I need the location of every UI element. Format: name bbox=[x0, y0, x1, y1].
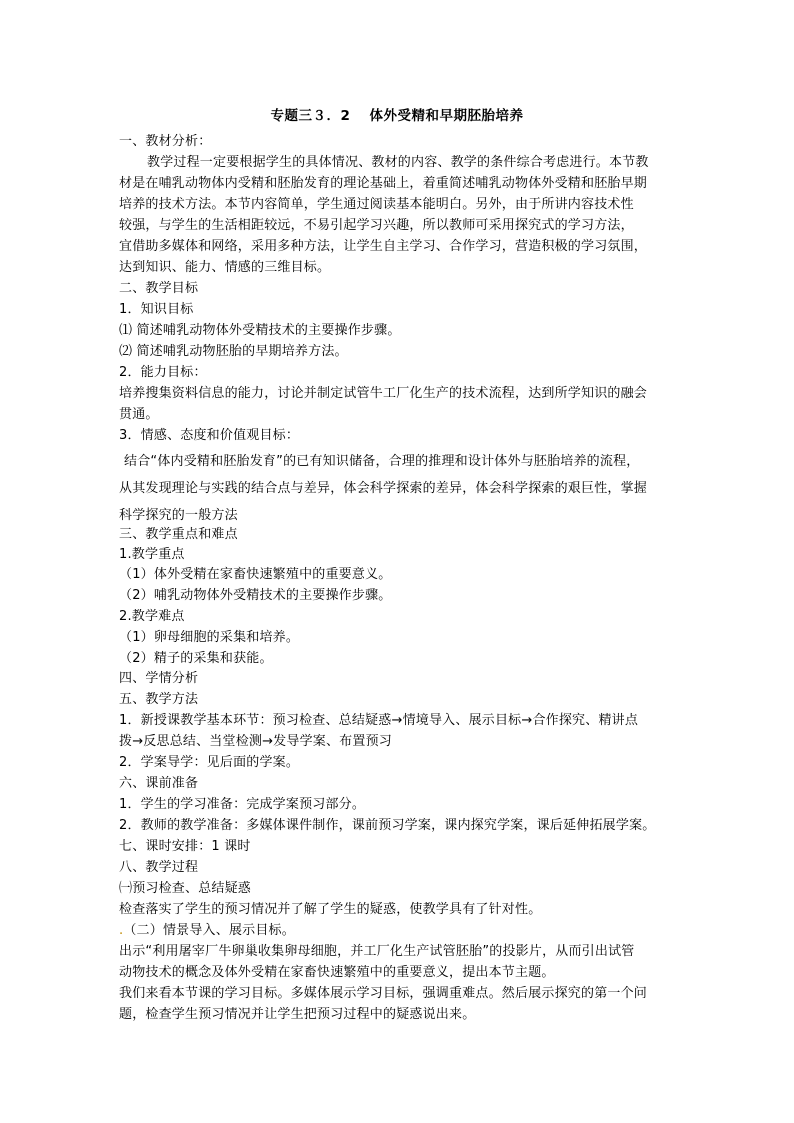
section-heading: 二、教学目标 bbox=[119, 281, 199, 296]
paragraph-line: 动物技术的概念及体外受精在家畜快速繁殖中的重要意义，提出本节主题。 bbox=[119, 965, 555, 980]
paragraph-line: 拨→反思总结、当堂检测→发导学案、布置预习 bbox=[119, 734, 392, 749]
subsection-heading: 2．能力目标： bbox=[119, 365, 207, 380]
section-heading: 五、教学方法 bbox=[119, 692, 199, 707]
paragraph-line: 题，检查学生预习情况并让学生把预习过程中的疑惑说出来。 bbox=[119, 1007, 476, 1022]
list-item: （1）体外受精在家畜快速繁殖中的重要意义。 bbox=[119, 567, 392, 582]
paragraph-line: 较强，与学生的生活相距较远，不易引起学习兴趣，所以教师可采用探究式的学习方法， bbox=[119, 218, 634, 233]
section-heading: 八、教学过程 bbox=[119, 860, 199, 875]
list-item: （2）哺乳动物体外受精技术的主要操作步骤。 bbox=[119, 588, 392, 603]
subsection-heading: 2.教学难点 bbox=[119, 609, 185, 624]
paragraph-line: 材是在哺乳动物体内受精和胚胎发育的理论基础上，着重简述哺乳动物体外受精和胚胎早期 bbox=[119, 176, 648, 191]
subsection-heading: 1．知识目标 bbox=[119, 302, 194, 317]
paragraph-line: 1．学生的学习准备：完成学案预习部分。 bbox=[119, 797, 366, 812]
paragraph-line: 培养的技术方法。本节内容简单，学生通过阅读基本能明白。另外，由于所讲内容技术性 bbox=[119, 197, 634, 212]
paragraph-line: 我们来看本节课的学习目标。多媒体展示学习目标，强调重难点。然后展示探究的第一个问 bbox=[119, 986, 648, 1001]
paragraph-line: 结合“体内受精和胚胎发育”的已有知识储备，合理的推理和设计体外与胚胎培养的流程， bbox=[124, 454, 640, 469]
paragraph-line: 达到知识、能力、情感的三维目标。 bbox=[119, 260, 331, 275]
subsection-heading bbox=[119, 921, 689, 941]
paragraph-line: 1．新授课教学基本环节：预习检查、总结疑惑→情境导入、展示目标→合作探究、精讲点 bbox=[119, 713, 639, 728]
paragraph-line: 从其发现理论与实践的结合点与差异，体会科学探索的差异，体会科学探索的艰巨性，掌握 bbox=[119, 481, 648, 496]
paragraph-line: 2．教师的教学准备：多媒体课件制作，课前预习学案，课内探究学案，课后延伸拓展学案。 bbox=[119, 818, 656, 833]
subsection-heading: ㈠预习检查、总结疑惑 bbox=[119, 881, 252, 896]
paragraph-line: 贯通。 bbox=[119, 407, 159, 422]
subsection-heading: 1.教学重点 bbox=[119, 547, 185, 562]
paragraph-line: 宜借助多媒体和网络，采用多种方法，让学生自主学习、合作学习，营造积极的学习氛围， bbox=[119, 239, 648, 254]
subsection-label: （二）情景导入、展示目标。 bbox=[123, 923, 295, 938]
paragraph-line: 教学过程一定要根据学生的具体情况、教材的内容、教学的条件综合考虑进行。本节教 bbox=[147, 155, 649, 170]
list-item: （1）卵母细胞的采集和培养。 bbox=[119, 630, 300, 645]
document-title: 专题三３．2 体外受精和早期胚胎培养 bbox=[270, 108, 524, 124]
paragraph-line: 培养搜集资料信息的能力，讨论并制定试管牛工厂化生产的技术流程，达到所学知识的融会 bbox=[119, 386, 648, 401]
paragraph-line: 2．学案导学：见后面的学案。 bbox=[119, 755, 300, 770]
paragraph-line: 出示“利用屠宰厂牛卵巢收集卵母细胞，并工厂化生产试管胚胎”的投影片，从而引出试管 bbox=[119, 944, 635, 959]
section-heading: 七、课时安排：1 课时 bbox=[119, 839, 251, 854]
list-item: （2）精子的采集和获能。 bbox=[119, 651, 273, 666]
section-heading: 一、教材分析： bbox=[119, 134, 212, 149]
marker-dot: . bbox=[119, 923, 124, 938]
paragraph-line: 科学探究的一般方法 bbox=[119, 508, 238, 523]
list-item: ⑵ 简述哺乳动物胚胎的早期培养方法。 bbox=[119, 344, 348, 359]
paragraph-line: 检查落实了学生的预习情况并了解了学生的疑惑，使教学具有了针对性。 bbox=[119, 902, 542, 917]
section-heading: 四、学情分析 bbox=[119, 671, 199, 686]
section-heading: 三、教学重点和难点 bbox=[119, 527, 238, 542]
subsection-heading: 3．情感、态度和价值观目标： bbox=[119, 428, 300, 443]
list-item: ⑴ 简述哺乳动物体外受精技术的主要操作步骤。 bbox=[119, 323, 401, 338]
section-heading: 六、课前准备 bbox=[119, 776, 199, 791]
